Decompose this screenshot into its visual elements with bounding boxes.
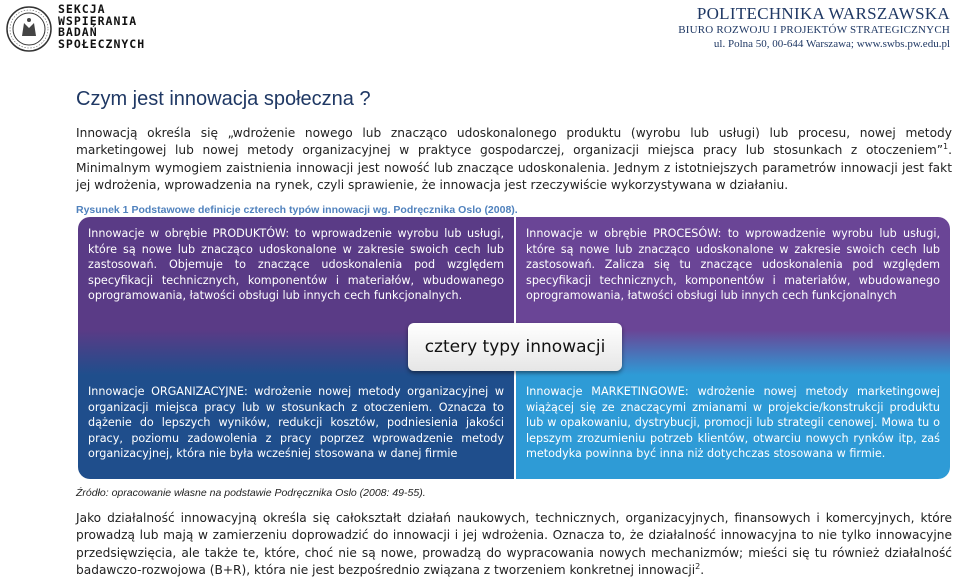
figure-source: Źródło: opracowanie własne na podstawie Podręcznika Oslo (2008: 49-55). (76, 487, 426, 499)
intro-text-continued: . Minimalnym wymogiem zaistnienia innowacji jest nowość lub znaczące udoskonalenia. Jednym z istotniejszych parametrów innowacji jest fakt jej wdrożenia, wprowadzenia na rynek, czyli sprawienie, że innowacja jest rzeczywiście wykorzystywana w działaniu. (76, 143, 952, 192)
activity-text: Jako działalność innowacyjną określa się całokształt działań naukowych, technicznych, organizacyjnych, finansowych i komercyjnych, które prowadzą lub mają w zamierzeniu doprowadzić do innowacji i jej wdrożenia. Oznacza to, że działalność innowacyjna to nie tylko innowacyjne przedsięwzięcia, ale także te, które, choć nie są nowe, prowadzą do wypracowania nowych mechanizmów; mieści się tu również działalność badawczo-rozwojowa (B+R), która nie jest bezpośrednio związana z tworzeniem konkretnej innowacji (76, 511, 952, 577)
footnote-marker[interactable]: 1 (943, 142, 949, 152)
logo-line: BADAŃ (58, 25, 98, 39)
figure-caption: Rysunek 1 Podstawowe definicje czterech typów innowacji wg. Podręcznika Oslo (2008). (76, 204, 518, 216)
product-innovation-box: Innowacje w obrębie PRODUKTÓW: to wprowadzenie wyrobu lub usługi, które są nowe lub znacząco udoskonalone w zakresie swoich cech lub zastosowań. Objemuje to znaczące udoskonalenia pod względem specyfikacji technicznych, komponentów i materiałów, wbudowanego oprogramowania, łatwości obsługi lub innych cech funkcjonalnych. (78, 217, 514, 330)
marketing-innovation-box: Innowacje MARKETINGOWE: wdrożenie nowej metody marketingowej wiążącej się ze znaczącymi zmianami w projekcie/konstrukcji produktu lub w opakowaniu, dystrybucji, promocji lub strategii cenowej. Mowa tu o lepszym zrozumieniu potrzeb klientów, otwarciu nowych rynków itp, zaś metodyka powinna być inna niż dotychczas stosowana w firmie. (516, 375, 950, 479)
page-title: Czym jest innowacja społeczna ? (76, 88, 371, 110)
office-name: BIURO ROZWOJU I PROJEKTÓW STRATEGICZNYCH (678, 24, 950, 36)
footnote-marker[interactable]: 2 (695, 561, 701, 571)
process-innovation-box: Innowacje w obrębie PROCESÓW: to wprowadzenie wyrobu lub usługi, które są nowe lub znacząco udoskonalone w zakresie swoich cech lub zastosowań. Zalicza się tu znaczące udoskonalenia pod względem specyfikacji technicznych, komponentów i materiałów, wbudowanego oprogramowania, łatwości obsługi lub innych cech funkcjonalnych (516, 217, 950, 330)
intro-paragraph (76, 125, 952, 194)
office-address: ul. Polna 50, 00-644 Warszawa; www.swbs.pw.edu.pl (713, 38, 950, 50)
activity-text-end: . (700, 562, 705, 577)
institution-header (678, 4, 950, 51)
logo-line: WSPIERANIA (58, 13, 138, 28)
intro-text: Innowacją określa się „wdrożenie nowego lub znacząco udoskonalonego produktu (wyrobu lub usługi) lub procesu, nowej metody marketingowej lub nowej metody organizacyjnej w praktyce gospodarczej, organizacji miejsca pracy lub stosunkach z otoczeniem” (76, 126, 952, 158)
university-seal-icon (6, 6, 52, 52)
organizational-innovation-box: Innowacje ORGANIZACYJNE: wdrożenie nowej metody organizacyjnej w organizacji miejsca pracy lub w stosunkach z otoczeniem. Oznacza to dążenie do lepszych wyników, redukcji kosztów, podniesienia jakości pracy, poziomu zadowolenia z pracy poprzez wprowadzenie metody organizacyjnej, która nie była wcześniej stosowana w danej firmie (78, 375, 514, 479)
innovation-types-diagram (78, 217, 950, 479)
logo-wordmark (58, 4, 145, 50)
diagram-center-label: cztery typy innowacji (408, 323, 622, 371)
activity-paragraph (76, 510, 952, 577)
logo-line: SPOŁECZNYCH (58, 36, 146, 51)
university-name: POLITECHNIKA WARSZAWSKA (696, 4, 950, 23)
logo-line: SEKCJA (58, 2, 106, 16)
